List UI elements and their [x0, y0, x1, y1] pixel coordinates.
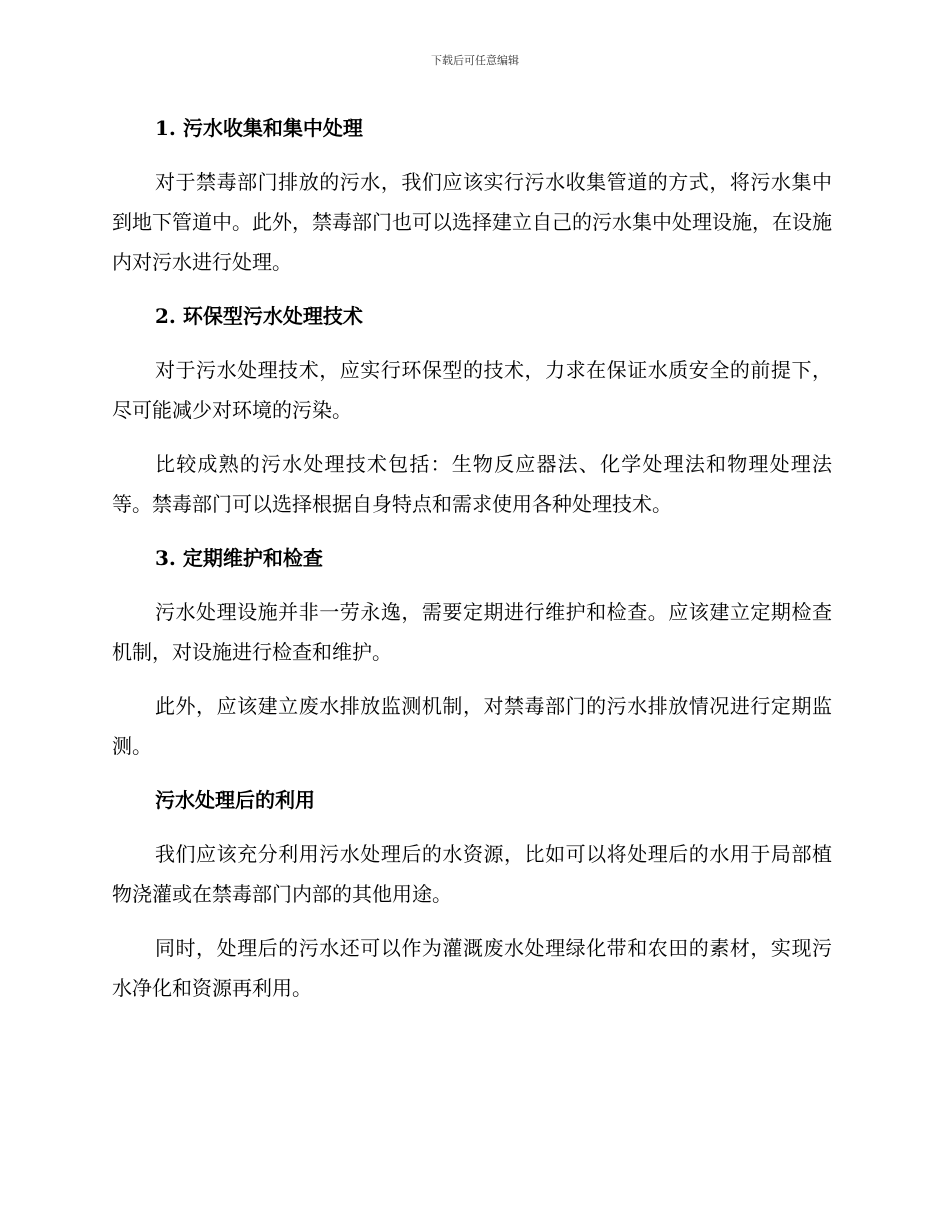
paragraph: 对于污水处理技术，应实行环保型的技术，力求在保证水质安全的前提下，尽可能减少对环境的污染。 [112, 358, 832, 422]
paragraph: 对于禁毒部门排放的污水，我们应该实行污水收集管道的方式，将污水集中到地下管道中。此外，禁毒部门也可以选择建立自己的污水集中处理设施，在设施内对污水进行处理。 [112, 170, 832, 274]
paragraph: 污水处理设施并非一劳永逸，需要定期进行维护和检查。应该建立定期检查机制，对设施进行检查和维护。 [112, 600, 832, 664]
section-heading: 污水处理后的利用 [155, 788, 315, 812]
paragraph: 此外，应该建立废水排放监测机制，对禁毒部门的污水排放情况进行定期监测。 [112, 694, 832, 758]
section-heading: 1. 污水收集和集中处理 [155, 116, 363, 140]
paragraph: 我们应该充分利用污水处理后的水资源，比如可以将处理后的水用于局部植物浇灌或在禁毒部门内部的其他用途。 [112, 842, 832, 906]
section-3 [112, 538, 832, 780]
section-heading: 2. 环保型污水处理技术 [155, 304, 363, 328]
section-heading: 3. 定期维护和检查 [155, 546, 323, 570]
section-1 [112, 108, 832, 296]
document-body [112, 108, 832, 1008]
section-4 [112, 780, 832, 1008]
paragraph: 比较成熟的污水处理技术包括：生物反应器法、化学处理法和物理处理法等。禁毒部门可以选择根据自身特点和需求使用各种处理技术。 [112, 452, 832, 516]
header-note: 下载后可任意编辑 [431, 54, 519, 67]
section-2 [112, 296, 832, 538]
paragraph: 同时，处理后的污水还可以作为灌溉废水处理绿化带和农田的素材，实现污水净化和资源再利用。 [112, 936, 832, 1000]
